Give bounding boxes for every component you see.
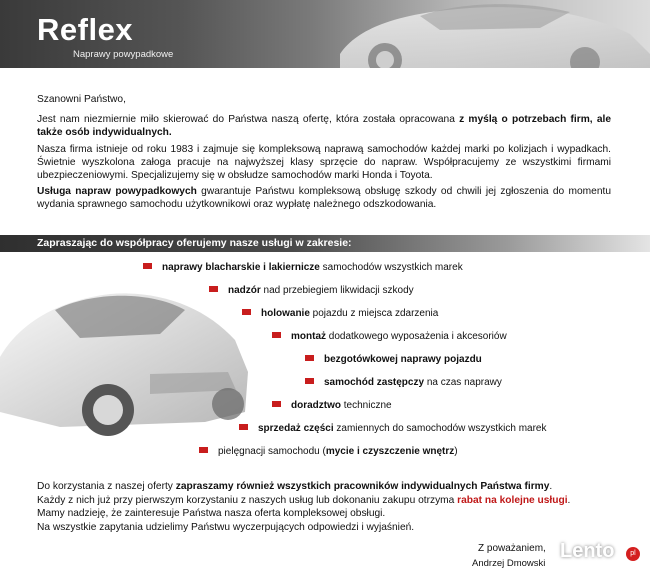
service-desc: pojazdu z miejsca zdarzenia (309, 308, 439, 319)
service-name: naprawy blacharskie i lakiernicze (162, 262, 320, 273)
bullet-square-icon (272, 332, 281, 338)
header-banner (0, 0, 650, 68)
service-name: holowanie (261, 308, 310, 319)
outro-text (37, 480, 637, 534)
service-item (305, 377, 502, 388)
bullet-square-icon (305, 378, 314, 384)
outro-l2-a: Każdy z nich już przy pierwszym korzystaniu z naszych usług lub dokonaniu zakupu otrzyma (37, 494, 458, 506)
bullet-square-icon (305, 355, 314, 361)
service-item (239, 423, 546, 434)
outro-l1-a: Do korzystania z naszej oferty (37, 481, 176, 492)
service-desc: dodatkowego wyposażenia i akcesoriów (326, 331, 507, 342)
service-desc: nad przebiegiem likwidacji szkody (260, 285, 414, 296)
service-item (305, 354, 482, 365)
intro-p3-bold: Usługa napraw powypadkowych (37, 186, 197, 198)
outro-line-4: Na wszystkie zapytania udzielimy Państwu wyczerpujących odpowiedzi i wyjaśnień. (37, 521, 415, 533)
service-prefix: pielęgnacji samochodu ( (218, 446, 326, 457)
service-desc: ) (454, 446, 458, 457)
intro-paragraph-1 (37, 113, 611, 139)
watermark-tld-badge: pl (626, 547, 640, 561)
car-image (330, 0, 650, 68)
service-desc: techniczne (341, 400, 392, 411)
service-item (242, 308, 438, 319)
services-heading: Zapraszając do współpracy oferujemy nasze usługi w zakresie: (37, 237, 352, 249)
outro-line-3: Mamy nadzieję, że zainteresuje Państwa nasza oferta kompleksowej obsługi. (37, 508, 386, 520)
outro-l1-bold: zapraszamy również wszystkich pracowników indywidualnych Państwa firmy (175, 481, 550, 492)
outro-line-2 (37, 494, 637, 508)
greeting: Szanowni Państwo, (37, 94, 126, 105)
service-item (199, 446, 458, 457)
service-name: montaż (291, 331, 326, 342)
intro-p3-text: gwarantuje Państwu kompleksową obsługę szkody od chwili jej zgłoszenia do momentu wydania sprawnego samochodu użytkownikowi oraz wypłatę należnego odszkodowania. (37, 186, 611, 211)
service-item (209, 285, 414, 296)
service-name: sprzedaż części (258, 423, 334, 434)
service-item (272, 331, 507, 342)
service-name: mycie i czyszczenie wnętrz (325, 446, 455, 457)
intro-p1-text: Jest nam niezmiernie miło skierować do Państwa naszą ofertę, która została opracowana (37, 114, 460, 126)
intro-p1-bold: z myślą o potrzebach firm, ale także osób indywidualnych. (37, 114, 611, 139)
bullet-square-icon (143, 263, 152, 269)
service-desc: na czas naprawy (424, 377, 502, 388)
brand-logo: Reflex (37, 12, 134, 47)
brand-subtitle: Naprawy powypadkowe (73, 49, 174, 60)
discount-highlight: rabat na kolejne usługi (457, 494, 568, 506)
bullet-square-icon (199, 447, 208, 453)
watermark-logo: Lento (560, 540, 615, 562)
signature-name: Andrzej Dmowski (472, 558, 546, 569)
service-item (143, 262, 463, 273)
service-name: samochód zastępczy (324, 377, 425, 388)
service-desc: samochodów wszystkich marek (319, 262, 463, 273)
outro-line-1 (37, 480, 637, 494)
intro-paragraph-2: Nasza firma istnieje od roku 1983 i zajmuje się kompleksową naprawą samochodów każdej marki po kolizjach i wypadkach. Świetnie wyszkolona załoga pracuje na najwyższej klasy sprzęcie do napraw. Współpracujemy ze wszystkimi firmami ubezpieczeniowymi. Specjalizujemy się w obsłudze samochodów marki Honda i Toyota. (37, 143, 611, 182)
outro-l2-c: . (567, 494, 571, 506)
service-name: doradztwo (291, 400, 341, 411)
service-desc: zamiennych do samochodów wszystkich marek (333, 423, 547, 434)
bullet-square-icon (209, 286, 218, 292)
bullet-square-icon (242, 309, 251, 315)
service-item (272, 400, 392, 411)
intro-text (37, 93, 611, 215)
bullet-square-icon (239, 424, 248, 430)
signature-closing: Z poważaniem, (478, 543, 546, 554)
service-name: bezgotówkowej naprawy pojazdu (324, 354, 482, 365)
outro-l1-c: . (549, 481, 553, 492)
intro-paragraph-3 (37, 185, 611, 211)
bullet-square-icon (272, 401, 281, 407)
services-heading-band (0, 235, 650, 252)
service-name: nadzór (228, 285, 261, 296)
